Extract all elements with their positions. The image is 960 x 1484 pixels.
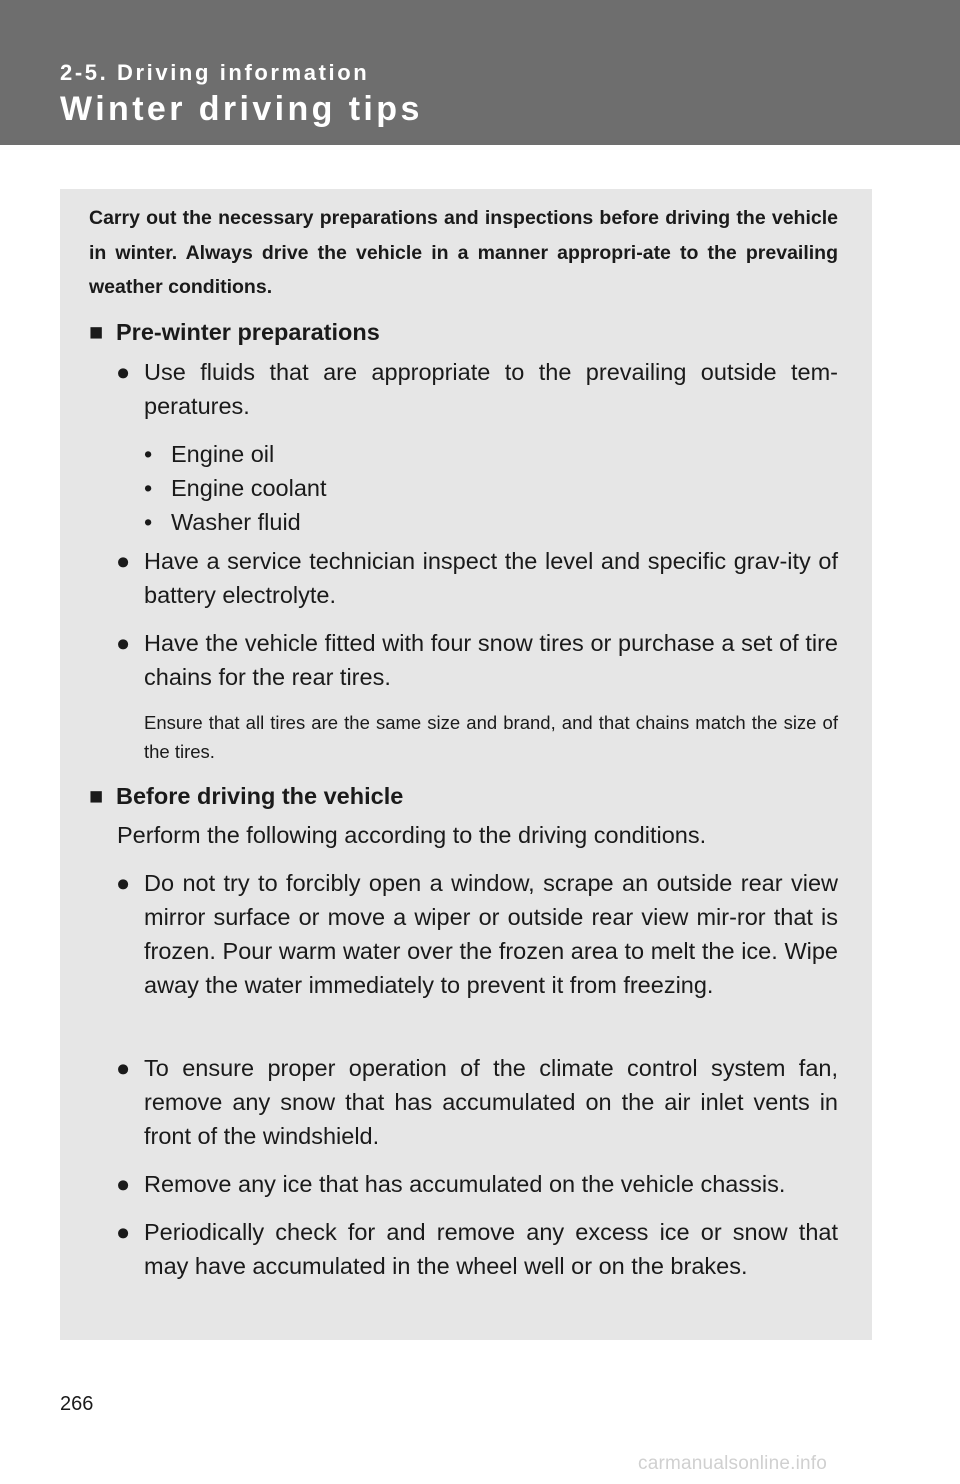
small-bullet-icon: • — [144, 509, 153, 535]
bullet-dot-icon: ● — [116, 1171, 131, 1197]
page-title: Winter driving tips — [60, 90, 423, 128]
header-band — [0, 0, 960, 145]
list-item-text: Periodically check for and remove any excess ice or snow that may have accumulated in the wheel well or on the brakes. — [144, 1219, 838, 1279]
bullet-dot-icon: ● — [116, 870, 131, 896]
heading-pre-winter — [89, 315, 380, 349]
list-item — [116, 866, 838, 1002]
page-number: 266 — [60, 1393, 94, 1415]
heading-before-driving-label: Before driving the vehicle — [116, 783, 404, 809]
list-item — [116, 544, 838, 612]
fluid-item — [144, 437, 274, 471]
heading-before-driving — [89, 779, 403, 813]
list-item-text: Use fluids that are appropriate to the prevailing outside tem-peratures. — [144, 359, 838, 419]
list-item — [116, 1051, 838, 1153]
bullet-dot-icon: ● — [116, 1219, 131, 1245]
square-bullet-icon: ■ — [89, 319, 104, 345]
fluid-item-text: Washer fluid — [171, 509, 301, 535]
fluid-item — [144, 505, 301, 539]
bullet-dot-icon: ● — [116, 1055, 131, 1081]
list-item-text: Remove any ice that has accumulated on the vehicle chassis. — [144, 1171, 786, 1197]
small-bullet-icon: • — [144, 475, 153, 501]
list-item — [116, 355, 838, 423]
heading-pre-winter-label: Pre-winter preparations — [116, 319, 380, 345]
list-item — [116, 626, 838, 694]
watermark: carmanualsonline.info — [638, 1453, 828, 1474]
square-bullet-icon: ■ — [89, 783, 104, 809]
fluid-item — [144, 471, 326, 505]
list-item-text: Have a service technician inspect the level and specific grav-ity of battery electrolyte. — [144, 548, 838, 608]
list-item-text: Do not try to forcibly open a window, scrape an outside rear view mirror surface or move a wiper or outside rear view mir-ror that is frozen. Pour warm water over the frozen area to melt the ice. Wipe away the water immediately to prevent it from freezing. — [144, 870, 838, 998]
intro-paragraph: Carry out the necessary preparations and inspections before driving the vehicle in winter. Always drive the vehicle in a manner appropri-ate to the prevailing weather conditions. — [89, 207, 838, 298]
bullet-dot-icon: ● — [116, 359, 131, 385]
section-label: 2-5. Driving information — [60, 60, 370, 85]
tire-note: Ensure that all tires are the same size and brand, and that chains match the size of the tires. — [144, 712, 838, 762]
lead-sentence: Perform the following according to the driving conditions. — [117, 822, 707, 848]
list-item — [116, 1167, 838, 1201]
fluid-item-text: Engine oil — [171, 441, 275, 467]
list-item-text: Have the vehicle fitted with four snow tires or purchase a set of tire chains for the rear tires. — [144, 630, 838, 690]
list-item — [116, 1215, 838, 1283]
bullet-dot-icon: ● — [116, 548, 131, 574]
small-bullet-icon: • — [144, 441, 153, 467]
fluid-item-text: Engine coolant — [171, 475, 327, 501]
list-item-text: To ensure proper operation of the climate control system fan, remove any snow that has accumulated on the air inlet vents in front of the windshield. — [144, 1055, 838, 1149]
bullet-dot-icon: ● — [116, 630, 131, 656]
